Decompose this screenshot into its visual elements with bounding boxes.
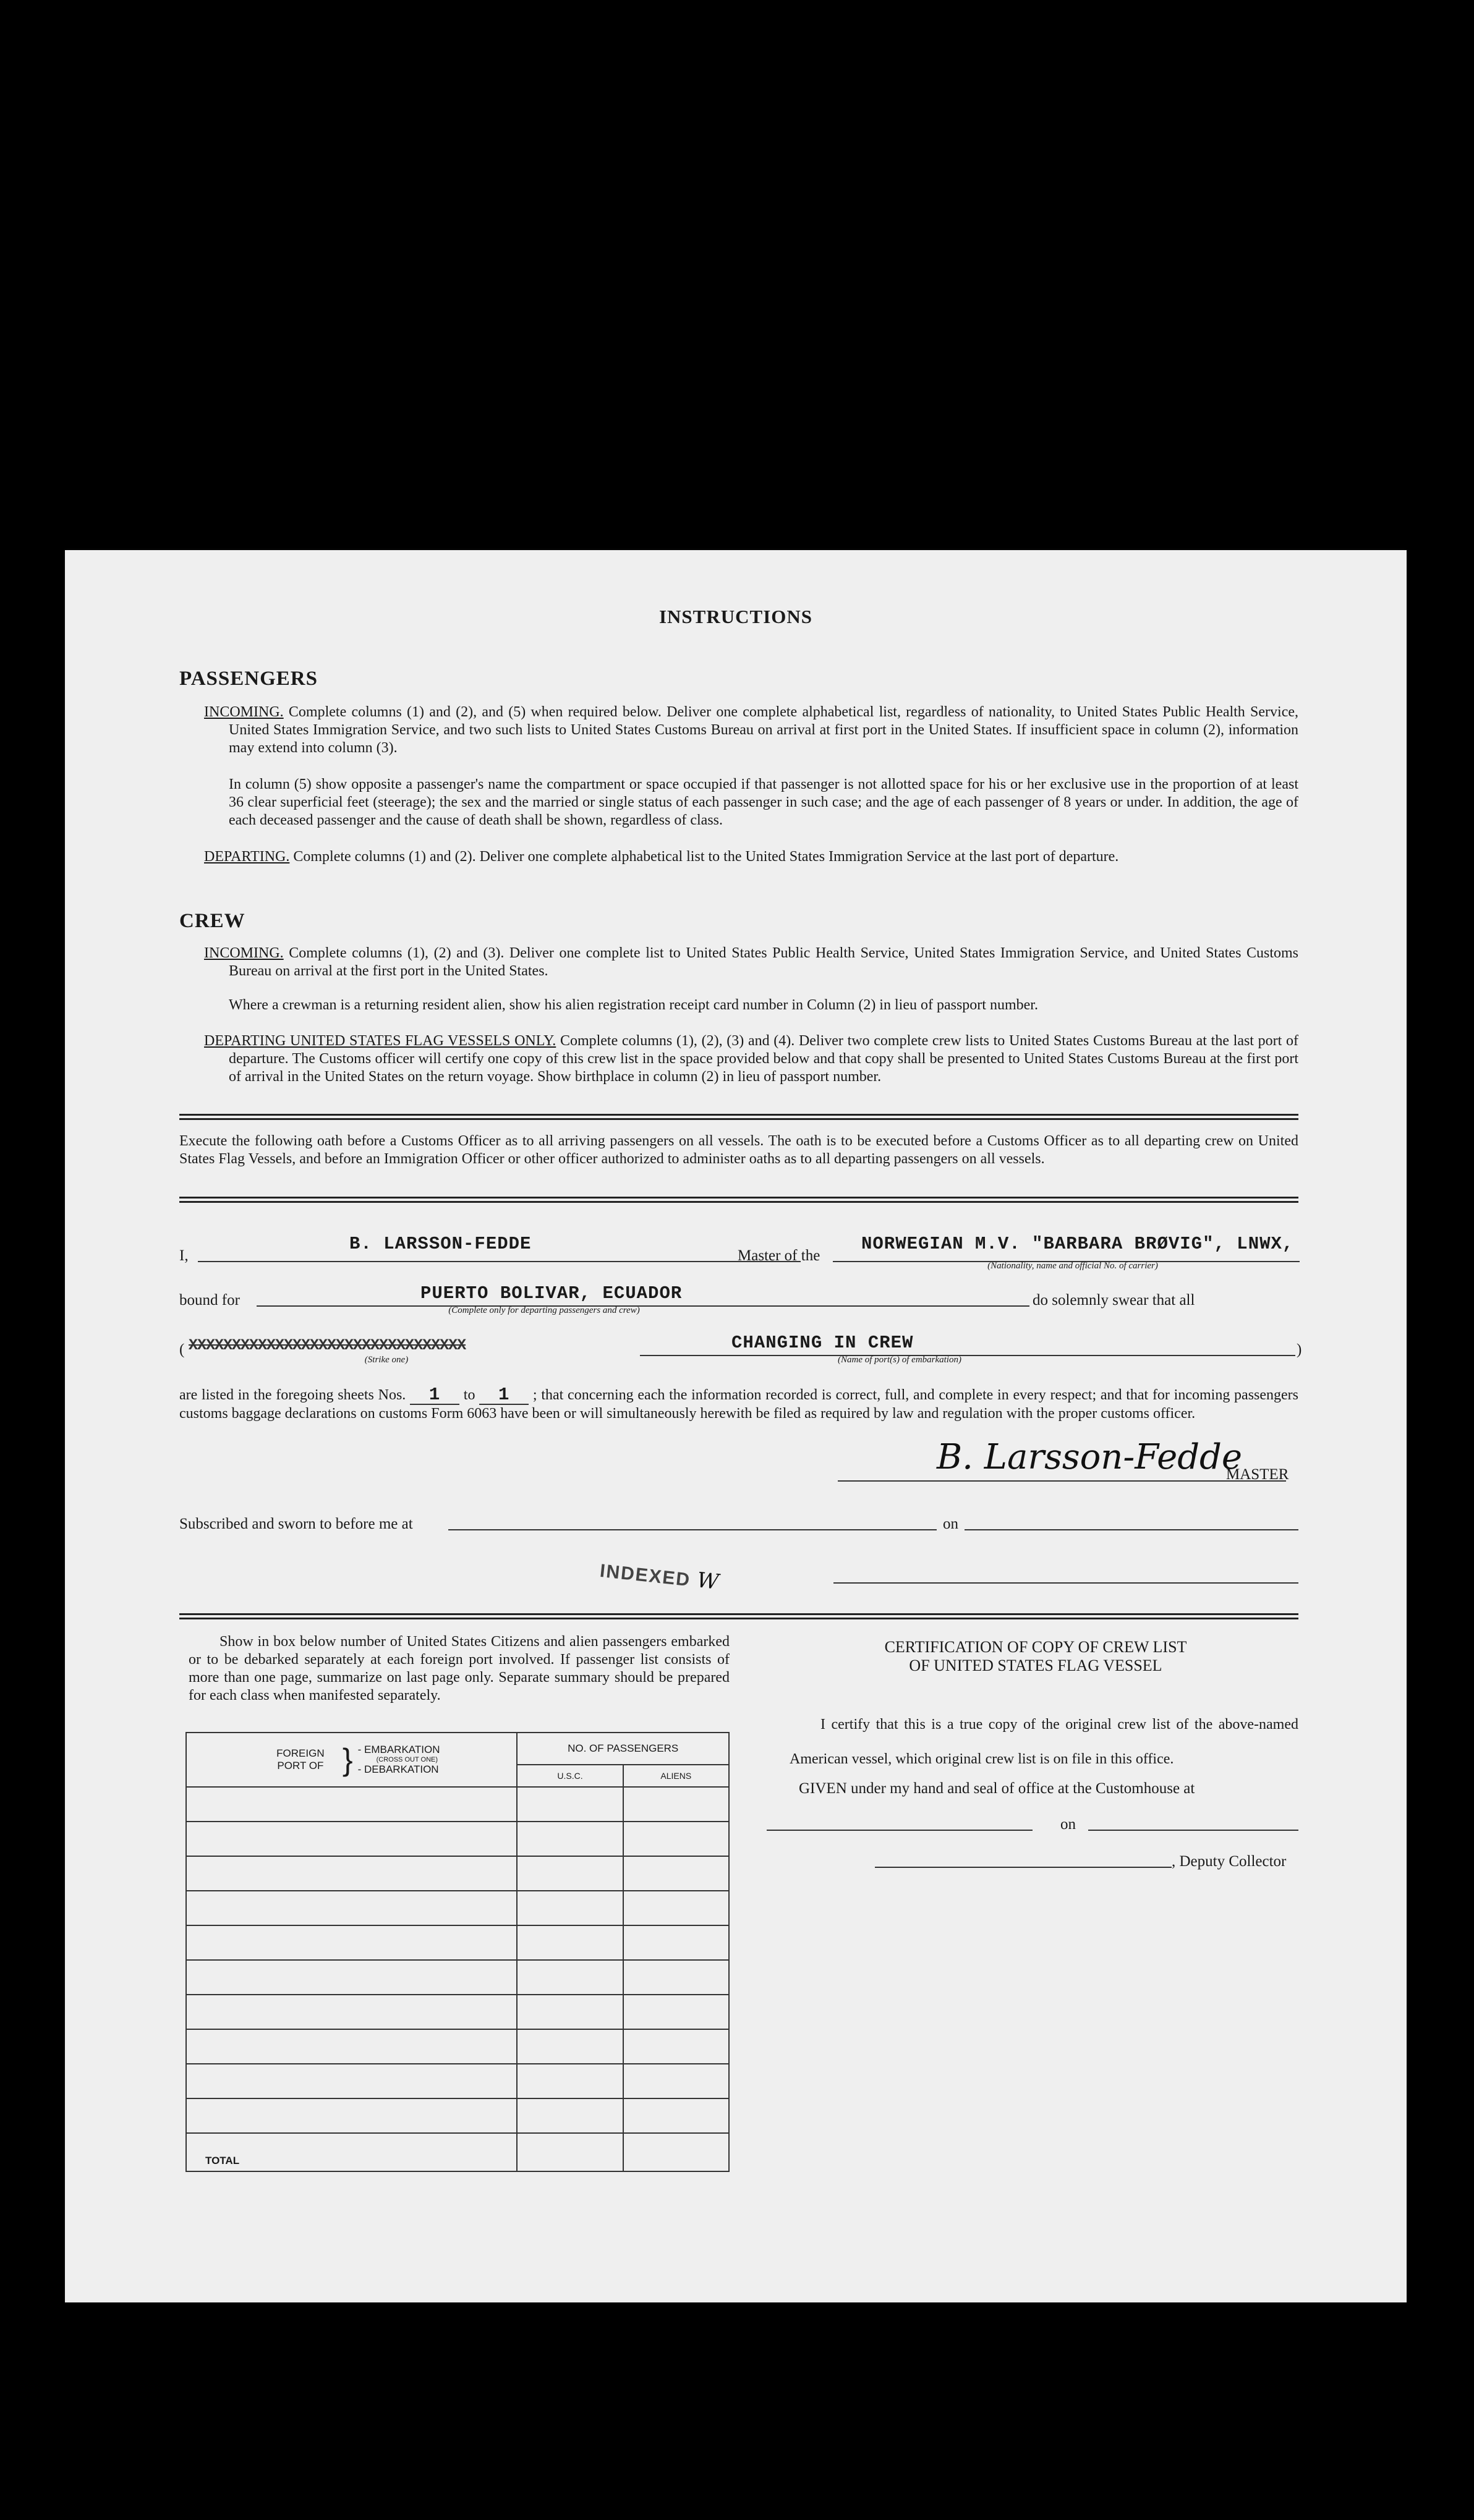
page-title: INSTRUCTIONS xyxy=(658,606,812,627)
certification-heading-line2: OF UNITED STATES FLAG VESSEL xyxy=(909,1657,1162,1674)
bound-label: bound for xyxy=(179,1292,240,1309)
table-row xyxy=(186,1856,729,1891)
divider xyxy=(179,1114,1298,1120)
passengers-incoming-text: Complete columns (1) and (2), and (5) when required below. Deliver one complete alphabetical list, regardless of nationality, to United States Public Health Service, United States Immigration Service, and two such lists to United States Customs Bureau on arrival at first port in the United States. If insufficient space in column (2), information may extend into column (3). xyxy=(229,704,1299,756)
col-aliens: ALIENS xyxy=(623,1765,729,1787)
sheets-statement xyxy=(179,1386,1298,1423)
certification-given: GIVEN under my hand and seal of office at the Customhouse at xyxy=(799,1780,1195,1797)
table-row xyxy=(186,1787,729,1822)
indexed-stamp xyxy=(599,1558,721,1595)
passengers-incoming xyxy=(204,703,1298,757)
col-foreign: FOREIGN PORT OF xyxy=(276,1747,325,1771)
document-page: INSTRUCTIONS PASSENGERS INCOMING. Complete columns (1) and (2), and (5) when required below. Deliver one complete alphabetical list, regardless of nationality, to United States Public Health Service, United States Immigration Service, and two such lists to United States Customs Bureau on arrival at first port in the United States. If insufficient space in column (2), information may extend into column (3). In column (5) show opposite a passenger's name the compartment or space occupied if that passenger is not allotted space for his or her exclusive use in the proportion of at least 36 clear superficial feet (steerage); the sex and the married or single status of each passenger in such case; and the age of each passenger of 8 years or under. In addition, the age of each deceased passenger and the cause of death shall be shown, regardless of class. DEPARTING. Complete columns (1) and (2). Deliver one complete alphabetical list to the United States Immigration Service at the last port of departure. CREW INCOMING. Complete columns (1), (2) and (3). Deliver one complete list to United States Public Health Service, United States Immigration Service, and United States Customs Bureau on arrival at the first port in the United States. Where a crewman is a returning resident alien, show his alien registration receipt card number in Column (2) in lieu of passport number. DEPARTING UNITED STATES FLAG VESSELS ONLY. Complete columns (1), (2), (3) and (4). Deliver two complete crew lists to United States Customs Bureau at the last port of departure. The Customs officer will certify one copy of this crew list in the space provided below and that copy shall be presented to United States Customs Bureau at the first port of arrival in the United States on the return voyage. Show birthplace in column (2) in lieu of passport number. Execute the following oath before a Customs Officer as to all arriving passengers on all vessels. The oath is to be executed before a Customs Officer as to all departing crew on United States Flag Vessels, and before an Immigration Officer or other officer authorized to administer oaths as to all departing passengers on all vessels. I, B. LARSSON-FEDDE Master of the NORWEGIAN M.V. "BARBARA BRØVIG", LNWX, (Nationality, name and official No. of carrier) bound for PUERTO BOLIVAR, ECUADOR (Complete only for departing passengers and crew) do solemnly swear that all ( XXXXXXXXXXXXXXXXXXXXXXXXXXXXXXXX (Strike one) CHANGING IN CREW (Name of port(s) of embarkation) ) are listed in the foregoing sheets Nos. 1 to 1 ; that concerning each the information recorded is correct, full, and complete in every respect; and that for incoming passengers customs baggage declarations on customs Form 6063 have been or will simultaneously herewith be filed as required by law and regulation with the proper customs officer. B. Larsson-Fedde MASTER Subscribed and sworn to before me at on INDEXED W Show in box below number of United States Citizens and alien passengers embarked or to be debarked separately at each foreign port involved. If passenger list consists of more than one page, summarize on last page only. Separate summary should be prepared for each class when manifested separately. FOREIGN PORT OF } - EMBARKATION (CROSS OUT ONE) - DEBARKATION NO. OF PASSENGERS U.S.C. ALIENS TOTAL CERTIFICATION OF COPY OF CREW LIST OF UNITED STATES FLAG VESSEL I certify that this is a true copy of the original crew list of the above-named American vessel, which original crew list is on file in this office. GIVEN under my hand and seal of office at the Customhouse at on , Deputy Collector xyxy=(65,550,1407,2302)
struck-options: XXXXXXXXXXXXXXXXXXXXXXXXXXXXXXXX xyxy=(189,1336,466,1354)
passengers-heading: PASSENGERS xyxy=(179,668,318,690)
passengers-departing-label: DEPARTING. xyxy=(204,849,290,865)
table-row xyxy=(186,1822,729,1856)
deputy-line xyxy=(875,1867,1172,1868)
officer-line xyxy=(833,1582,1298,1584)
table-row xyxy=(186,1891,729,1925)
master-label: MASTER xyxy=(1226,1466,1289,1483)
master-signature: B. Larsson-Fedde xyxy=(937,1437,1243,1477)
destination-caption: (Complete only for departing passengers and crew) xyxy=(448,1305,640,1315)
swear-label: do solemnly swear that all xyxy=(1033,1292,1195,1309)
crew-incoming xyxy=(204,944,1298,980)
divider xyxy=(179,1613,1298,1619)
table-row xyxy=(186,1925,729,1960)
ports-caption: (Name of port(s) of embarkation) xyxy=(838,1355,961,1365)
passengers-column5-text: In column (5) show opposite a passenger's name the compartment or space occupied if that passenger is not allotted space for his or her exclusive use in the proportion of at least 36 clear superficial feet (steerage); the sex and the married or single status of each passenger in such case; and the age of each passenger of 8 years or under. In addition, the age of each deceased passenger and the cause of death shall be shown, regardless of class. xyxy=(229,776,1298,828)
vessel-caption: (Nationality, name and official No. of carrier) xyxy=(987,1261,1158,1271)
strike-caption: (Strike one) xyxy=(364,1355,409,1365)
crew-resident-text: Where a crewman is a returning resident alien, show his alien registration receipt card number in Column (2) in lieu of passport number. xyxy=(229,997,1038,1013)
summary-instruction: Show in box below number of United States Citizens and alien passengers embarked or to be debarked separately at each foreign port involved. If passenger list consists of more than one page, summarize on last page only. Separate summary should be prepared for each class when manifested separately. xyxy=(189,1634,730,1703)
col-passengers: NO. OF PASSENGERS xyxy=(517,1733,729,1765)
total-label: TOTAL xyxy=(186,2133,517,2171)
divider xyxy=(179,1197,1298,1203)
subscribed-date-line xyxy=(965,1529,1298,1530)
subscribed-place-line xyxy=(448,1529,937,1530)
table-row xyxy=(186,1995,729,2029)
stamp-text: INDEXED xyxy=(599,1560,692,1591)
sheet-from: 1 xyxy=(410,1386,459,1405)
crew-heading: CREW xyxy=(179,910,245,932)
signature-line xyxy=(838,1480,1286,1482)
sheets-suffix: ; that concerning each the information recorded is correct, full, and complete in every respect; and that for incoming passengers customs baggage declarations on customs Form 6063 have been or will simultaneously herewith be filed as required by law and regulation with the proper customs officer. xyxy=(179,1387,1299,1422)
passengers-departing xyxy=(204,848,1298,866)
col-usc: U.S.C. xyxy=(517,1765,623,1787)
col-embark: - EMBARKATION xyxy=(357,1744,440,1755)
oath-instruction: Execute the following oath before a Customs Officer as to all arriving passengers on all vessels. The oath is to be executed before a Customs Officer as to all departing crew on United States Flag Vessels, and before an Immigration Officer or other officer authorized to administer oaths as to all departing passengers on all vessels. xyxy=(179,1133,1298,1167)
certification-on-label: on xyxy=(1060,1816,1076,1833)
subscribed-on-label: on xyxy=(943,1516,958,1532)
crew-incoming-label: INCOMING. xyxy=(204,945,284,961)
table-row xyxy=(186,2098,729,2133)
oath-i-label: I, xyxy=(179,1247,189,1264)
table-row xyxy=(186,2064,729,2098)
master-name: B. LARSSON-FEDDE xyxy=(349,1234,532,1254)
header-port: FOREIGN PORT OF } - EMBARKATION (CROSS OUT ONE) - DEBARKATION xyxy=(186,1733,517,1787)
col-crossout: (CROSS OUT ONE) xyxy=(376,1756,438,1763)
col-debark: - DEBARKATION xyxy=(357,1763,439,1775)
master-name-line xyxy=(198,1261,801,1262)
passengers-incoming-label: INCOMING. xyxy=(204,704,284,720)
vessel-name: NORWEGIAN M.V. "BARBARA BRØVIG", LNWX, xyxy=(861,1234,1294,1254)
to-label: to xyxy=(463,1387,475,1403)
destination: PUERTO BOLIVAR, ECUADOR xyxy=(420,1283,683,1304)
certification-heading-line1: CERTIFICATION OF COPY OF CREW LIST xyxy=(884,1638,1187,1656)
certification-date-line xyxy=(1088,1830,1298,1831)
certification-text: I certify that this is a true copy of the original crew list of the above-named American vessel, which original crew list is on file in this office. xyxy=(790,1716,1298,1767)
sheets-prefix: are listed in the foregoing sheets Nos. xyxy=(179,1387,406,1403)
passengers-departing-text: Complete columns (1) and (2). Deliver one complete alphabetical list to the United States Immigration Service at the last port of departure. xyxy=(293,849,1119,865)
crew-departing xyxy=(204,1032,1298,1086)
passenger-summary-table xyxy=(185,1732,730,2172)
table-row xyxy=(186,1960,729,1995)
crew-departing-text: Complete columns (1), (2), (3) and (4). Deliver two complete crew lists to United States Customs Bureau at the last port of departure. The Customs officer will certify one copy of this crew list in the space provided below and that copy shall be presented to United States Customs Bureau at the first port of arrival in the United States on the return voyage. Show birthplace in column (2) in lieu of passport number. xyxy=(229,1033,1298,1085)
master-of-label: Master of the xyxy=(738,1247,820,1264)
table-row xyxy=(186,2029,729,2064)
customhouse-line xyxy=(767,1830,1033,1831)
crew-departing-label: DEPARTING UNITED STATES FLAG VESSELS ONLY. xyxy=(204,1033,556,1049)
sheet-to: 1 xyxy=(479,1386,529,1405)
certification-heading xyxy=(764,1638,1308,1675)
ports: CHANGING IN CREW xyxy=(731,1333,914,1353)
stamp-initial: W xyxy=(696,1568,722,1595)
subscribed-label: Subscribed and sworn to before me at xyxy=(179,1516,413,1532)
total-row xyxy=(186,2133,729,2171)
crew-incoming-text: Complete columns (1), (2) and (3). Deliver one complete list to United States Public Health Service, United States Immigration Service, and United States Customs Bureau on arrival at the first port in the United States. xyxy=(229,945,1298,979)
deputy-label: , Deputy Collector xyxy=(1172,1853,1287,1870)
